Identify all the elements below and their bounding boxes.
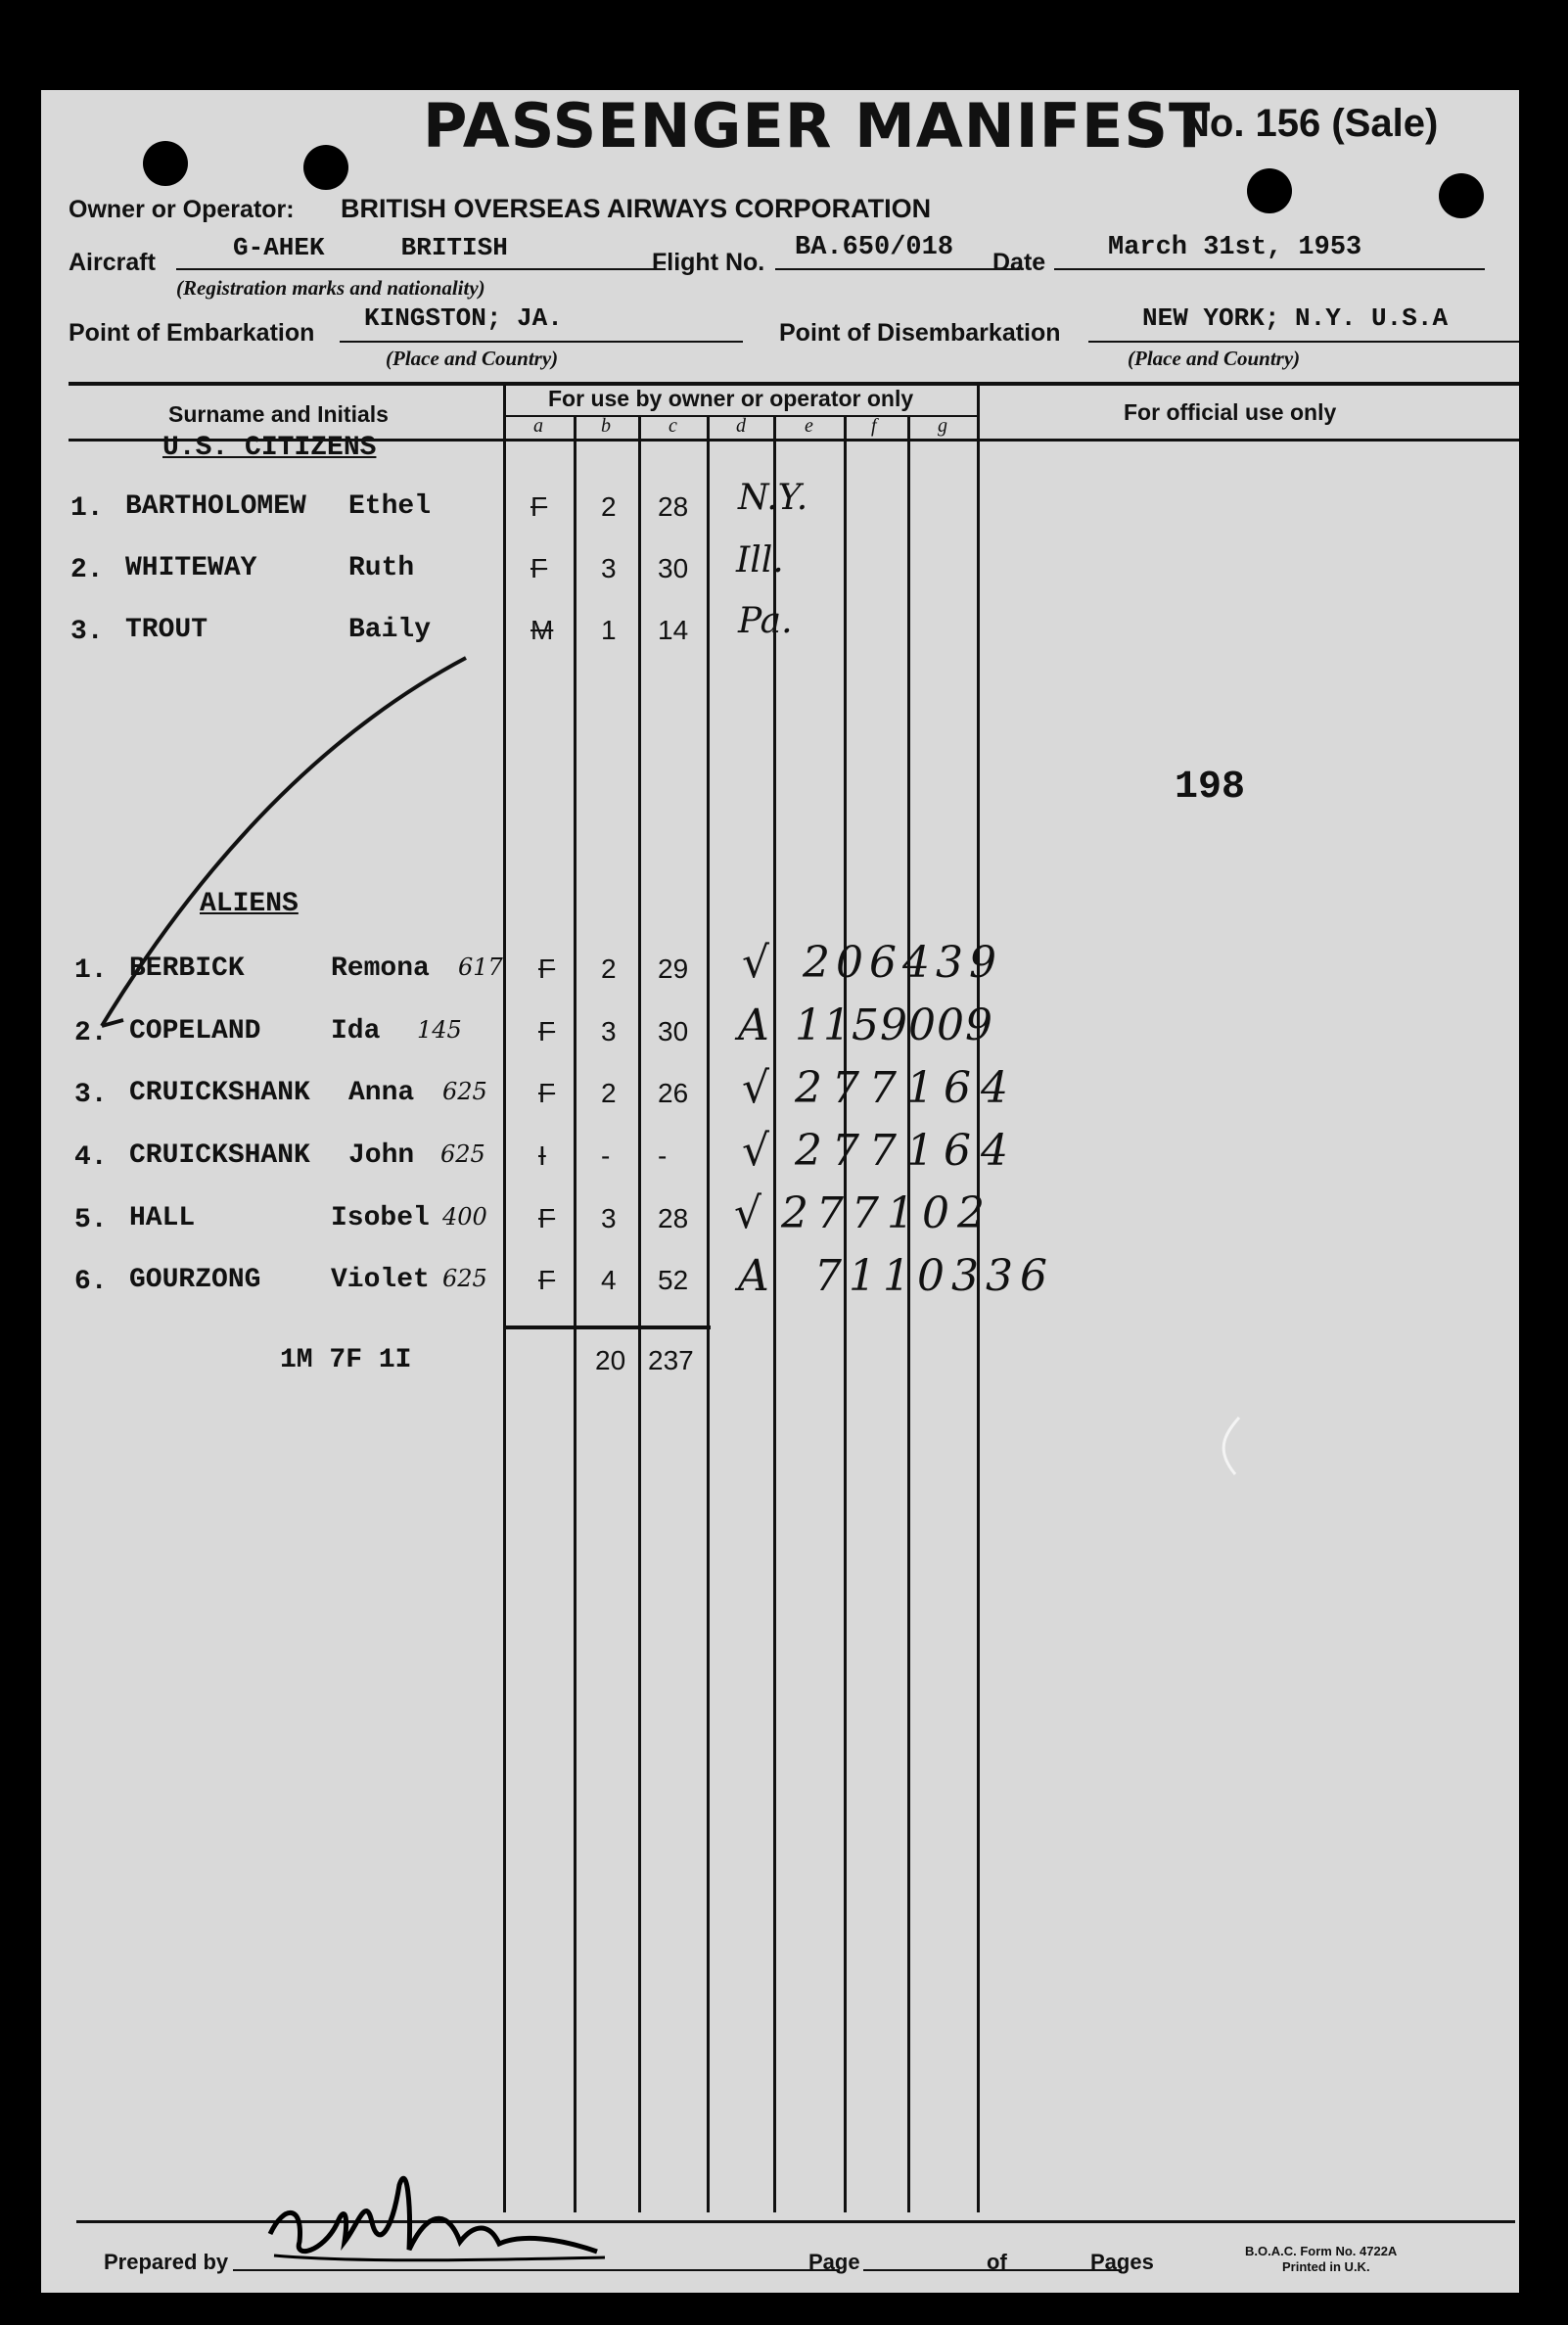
col-a-value: I bbox=[538, 1140, 546, 1171]
passenger-surname: BARTHOLOMEW bbox=[125, 491, 306, 522]
date-label: Date bbox=[992, 249, 1046, 276]
col-owner-header: For use by owner or operator only bbox=[548, 386, 914, 411]
passenger-surname: CRUICKSHANK bbox=[129, 1078, 310, 1108]
page-label: Page bbox=[808, 2250, 860, 2274]
form-number: B.O.A.C. Form No. 4722A bbox=[1245, 2244, 1398, 2258]
passenger-first-name: Remona bbox=[331, 953, 430, 984]
col-c-value: 26 bbox=[658, 1078, 689, 1108]
row-number: 1. bbox=[70, 493, 104, 524]
punch-hole bbox=[143, 141, 188, 186]
col-a-value: F bbox=[538, 1203, 556, 1233]
punch-hole bbox=[1439, 173, 1484, 218]
col-b-value: 4 bbox=[601, 1265, 617, 1295]
aircraft-note: (Registration marks and nationality) bbox=[176, 276, 485, 300]
col-d-mark: √ bbox=[742, 1126, 770, 1176]
sub-col-f: f bbox=[871, 415, 877, 437]
passenger-surname: CRUICKSHANK bbox=[129, 1140, 310, 1171]
col-surname-header: Surname and Initials bbox=[168, 401, 389, 427]
visa-number: 277102 bbox=[781, 1188, 992, 1238]
manifest-number: No. 156 (Sale) bbox=[1181, 102, 1439, 145]
embarkation-label: Point of Embarkation bbox=[69, 319, 315, 347]
row-number: 5. bbox=[74, 1205, 108, 1235]
totals-b: 20 bbox=[595, 1345, 626, 1375]
col-b-value: 2 bbox=[601, 953, 617, 984]
col-b-value: 2 bbox=[601, 1078, 617, 1108]
col-d-mark: √ bbox=[742, 938, 770, 988]
col-a-value: F bbox=[538, 953, 556, 984]
col-a-value: F bbox=[538, 1016, 556, 1046]
passenger-first-name: Baily bbox=[348, 615, 432, 645]
col-c-value: 29 bbox=[658, 953, 689, 984]
passenger-surname: HALL bbox=[129, 1203, 196, 1233]
sub-col-b: b bbox=[601, 415, 611, 437]
manifest-sheet bbox=[41, 90, 1519, 2293]
pages-label: Pages bbox=[1090, 2250, 1154, 2274]
totals-summary: 1M 7F 1I bbox=[280, 1345, 412, 1375]
disembarkation-value: NEW YORK; N.Y. U.S.A bbox=[1142, 303, 1449, 333]
embarkation-value: KINGSTON; JA. bbox=[364, 303, 563, 333]
row-number: 3. bbox=[70, 617, 104, 647]
signature bbox=[264, 2165, 617, 2273]
punch-hole bbox=[303, 145, 348, 190]
owner-value: BRITISH OVERSEAS AIRWAYS CORPORATION bbox=[341, 194, 932, 223]
col-d-mark: √ bbox=[734, 1188, 762, 1238]
row-number: 3. bbox=[74, 1080, 108, 1110]
visa-number: 277164 bbox=[795, 1063, 1018, 1113]
col-official-header: For official use only bbox=[1124, 399, 1337, 425]
margin-note: 400 bbox=[442, 1203, 487, 1231]
margin-note: 625 bbox=[442, 1265, 487, 1292]
col-d-mark: A bbox=[738, 1251, 769, 1301]
passenger-first-name: Isobel bbox=[331, 1203, 430, 1233]
row-number: 6. bbox=[74, 1267, 108, 1297]
date-value: March 31st, 1953 bbox=[1108, 233, 1362, 262]
col-d-state: N.Y. bbox=[738, 478, 808, 518]
sub-col-c: c bbox=[669, 415, 677, 437]
col-b-value: 3 bbox=[601, 1203, 617, 1233]
col-c-value: 28 bbox=[658, 1203, 689, 1233]
col-d-state: Ill. bbox=[736, 540, 784, 581]
passenger-surname: COPELAND bbox=[129, 1016, 261, 1046]
col-d-mark: A bbox=[738, 1000, 769, 1050]
visa-number: 7110336 bbox=[814, 1251, 1054, 1301]
visa-number: 206439 bbox=[803, 938, 1002, 988]
of-label: of bbox=[987, 2250, 1007, 2274]
col-b-value: - bbox=[601, 1140, 611, 1171]
col-a-value: F bbox=[530, 491, 548, 522]
sub-col-e: e bbox=[805, 415, 813, 437]
col-c-value: 14 bbox=[658, 615, 689, 645]
row-number: 4. bbox=[74, 1142, 108, 1173]
page-title: PASSENGER MANIFEST bbox=[423, 90, 1212, 162]
sub-col-d: d bbox=[736, 415, 746, 437]
visa-number: 277164 bbox=[795, 1126, 1018, 1176]
margin-note: 625 bbox=[442, 1078, 487, 1105]
passenger-first-name: Ida bbox=[331, 1016, 381, 1046]
col-d-state: Pa. bbox=[738, 601, 793, 641]
col-d-mark: √ bbox=[742, 1063, 770, 1113]
margin-note: 617 bbox=[458, 953, 503, 981]
col-b-value: 1 bbox=[601, 615, 617, 645]
sub-col-g: g bbox=[938, 415, 947, 437]
margin-note: 625 bbox=[440, 1140, 485, 1168]
col-b-value: 2 bbox=[601, 491, 617, 522]
aircraft-label: Aircraft bbox=[69, 249, 156, 276]
row-number: 2. bbox=[70, 555, 104, 585]
printed-in: Printed in U.K. bbox=[1282, 2259, 1370, 2274]
margin-note: 145 bbox=[417, 1016, 462, 1044]
col-c-value: - bbox=[658, 1140, 668, 1171]
passenger-first-name: Ethel bbox=[348, 491, 432, 522]
col-c-value: 52 bbox=[658, 1265, 689, 1295]
owner-label: Owner or Operator: bbox=[69, 196, 295, 223]
totals-c: 237 bbox=[648, 1345, 694, 1375]
section-us-citizens: U.S. CITIZENS bbox=[162, 433, 377, 463]
passenger-surname: TROUT bbox=[125, 615, 208, 645]
disembarkation-label: Point of Disembarkation bbox=[779, 319, 1061, 347]
col-b-value: 3 bbox=[601, 553, 617, 583]
sub-col-a: a bbox=[533, 415, 543, 437]
passenger-surname: WHITEWAY bbox=[125, 553, 257, 583]
punch-hole bbox=[1247, 168, 1292, 213]
passenger-surname: GOURZONG bbox=[129, 1265, 261, 1295]
col-c-value: 28 bbox=[658, 491, 689, 522]
row-number: 2. bbox=[74, 1018, 108, 1048]
disembarkation-note: (Place and Country) bbox=[1128, 347, 1301, 370]
prepared-by-label: Prepared by bbox=[104, 2250, 229, 2274]
col-a-value: F bbox=[530, 553, 548, 583]
embarkation-note: (Place and Country) bbox=[386, 347, 559, 370]
col-a-value: M bbox=[530, 615, 554, 645]
row-number: 1. bbox=[74, 955, 108, 986]
check-mark bbox=[1206, 1412, 1245, 1480]
passenger-first-name: Ruth bbox=[348, 553, 415, 583]
col-b-value: 3 bbox=[601, 1016, 617, 1046]
flight-value: BA.650/018 bbox=[795, 233, 954, 262]
section-aliens: ALIENS bbox=[200, 889, 299, 919]
col-c-value: 30 bbox=[658, 553, 689, 583]
official-number: 198 bbox=[1175, 766, 1246, 810]
col-a-value: F bbox=[538, 1265, 556, 1295]
totals-rule bbox=[503, 1325, 711, 1329]
passenger-first-name: Violet bbox=[331, 1265, 430, 1295]
passenger-first-name: Anna bbox=[348, 1078, 415, 1108]
passenger-first-name: John bbox=[348, 1140, 415, 1171]
col-a-value: F bbox=[538, 1078, 556, 1108]
aircraft-value: G-AHEK BRITISH bbox=[233, 233, 508, 262]
flight-label: Flight No. bbox=[652, 249, 765, 276]
col-c-value: 30 bbox=[658, 1016, 689, 1046]
passenger-surname: BERBICK bbox=[129, 953, 245, 984]
visa-number: 1159009 bbox=[795, 1000, 993, 1050]
